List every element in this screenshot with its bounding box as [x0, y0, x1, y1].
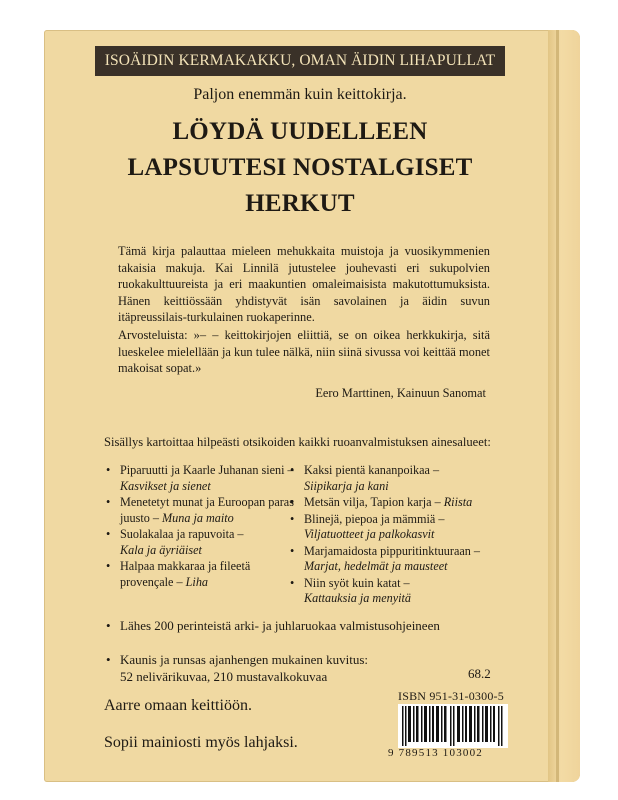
recipes-bullet: • Lähes 200 perinteistä arki- ja juhlaruokaa valmistusohjeineen: [104, 617, 520, 634]
headline: [95, 114, 505, 222]
illustrations-line-2: 52 nelivärikuvaa, 210 mustavalkokuvaa: [120, 669, 328, 684]
description-paragraph: Tämä kirja palauttaa mieleen mehukkaita muistoja ja vuosikymmenien takaisia makuja. Kai Linnilä jutustelee jouhevasti eri sukupolvien ruokakulttuureista ja eri maakuntien omaleimaisista makutottumuksista. Hänen keittiössään yhdistyvät isän savolainen ja äidin suvun itäpreussilais-turkulainen ruokaperinne.: [118, 244, 490, 324]
list-item: • Halpaa makkaraa ja fileetä provençale – Liha: [104, 559, 294, 590]
contents-intro: Sisällys kartoittaa hilpeästi otsikoiden kaikki ruoanvalmistuksen ainesalueet:: [104, 435, 491, 449]
contents-list-right: [288, 463, 508, 608]
illustrations-bullet: [104, 651, 420, 685]
list-item: • Kaksi pientä kananpoikaa – Siipikarja ja kani: [288, 463, 508, 494]
slogan-gift: Sopii mainiosti myös lahjaksi.: [104, 734, 298, 751]
tagline: Paljon enemmän kuin keittokirja.: [193, 86, 407, 103]
list-item: • Metsän vilja, Tapion karja – Riista: [288, 495, 508, 511]
headline-line-2: LAPSUUTESI NOSTALGISET: [127, 154, 473, 181]
headline-line-3: HERKUT: [245, 190, 355, 217]
list-item: • Marjamaidosta pippuritinktuuraan – Marjat, hedelmät ja mausteet: [288, 544, 508, 575]
book-spine: [548, 30, 580, 782]
slogan-treasure: Aarre omaan keittiöön.: [104, 697, 252, 714]
list-item: • Blinejä, piepoa ja mämmiä – Viljatuotteet ja palkokasvit: [288, 512, 508, 543]
list-item: • Suolakalaa ja rapuvoita – Kala ja äyriäiset: [104, 527, 294, 558]
spine-groove: [556, 30, 559, 782]
review-quote: Arvosteluista: »– – keittokirjojen eliittiä, se on oikea herkkukirja, sitä lueskelee mielellään ja kun tulee nälkä, niin siinä sivussa voi keittää monet makoisat sopat.»: [118, 328, 490, 375]
quote-attribution: Eero Marttinen, Kainuun Sanomat: [315, 386, 486, 400]
barcode-bars-icon: [402, 706, 504, 746]
contents-list-left: [104, 463, 294, 591]
headline-line-1: LÖYDÄ UUDELLEEN: [172, 118, 428, 145]
barcode-digits: 9 789513 103002: [388, 747, 483, 759]
list-item: • Piparuutti ja Kaarle Juhanan sieni – Kasvikset ja sienet: [104, 463, 294, 494]
price-code: 68.2: [468, 666, 491, 681]
title-banner: ISOÄIDIN KERMAKAKKU, OMAN ÄIDIN LIHAPULLAT: [95, 46, 505, 76]
barcode: [398, 704, 508, 748]
list-item: • Niin syöt kuin katat – Kattauksia ja menyitä: [288, 576, 508, 607]
isbn-label: ISBN 951-31-0300-5: [398, 689, 504, 703]
illustrations-line-1: • Kaunis ja runsas ajanhengen mukainen kuvitus:: [120, 652, 369, 667]
list-item: • Menetetyt munat ja Euroopan paras juusto – Muna ja maito: [104, 495, 294, 526]
